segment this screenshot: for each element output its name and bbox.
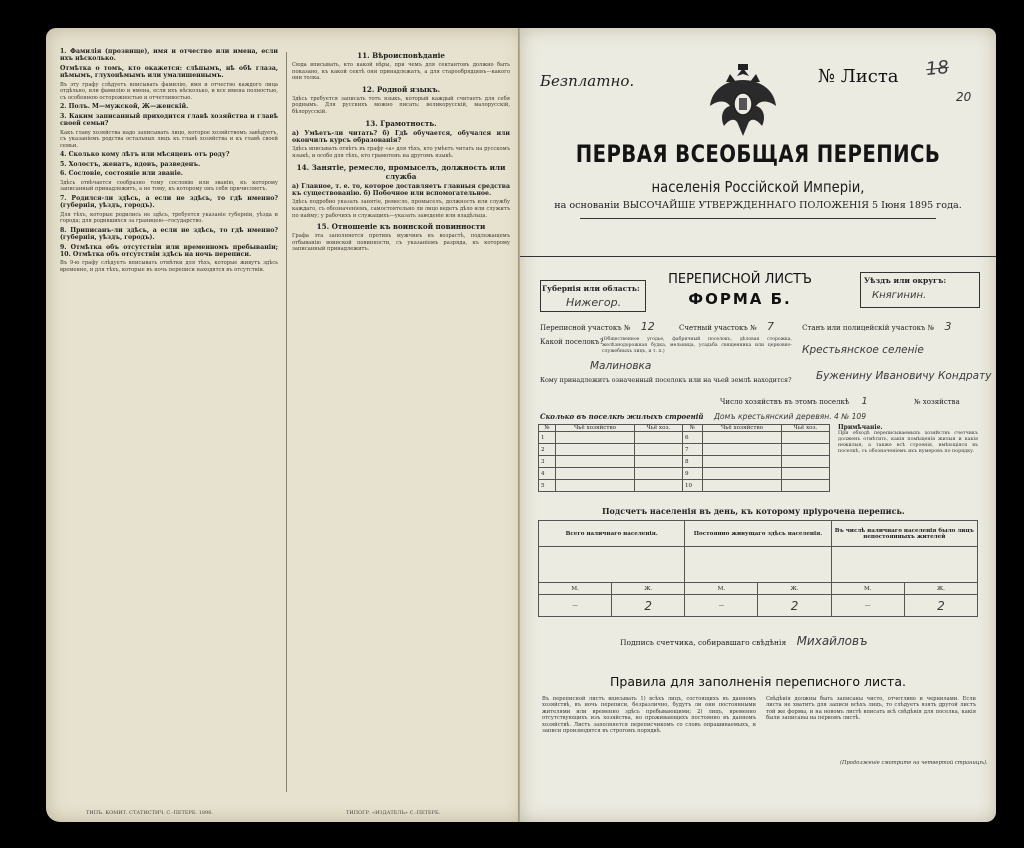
sheet-title: ПЕРЕПИСНОЙ ЛИСТЪ — [668, 272, 812, 287]
paragraph: а) Умѣетъ-ли читать? б) Гдѣ обучается, обучался или окончилъ курсъ образованія? — [292, 129, 510, 144]
rules-left-text: Въ переписной листъ вписывать 1) всѣхъ лицъ, состоящихъ въ данномъ хозяйствѣ, въ ночь переписи, безразлично, будутъ ли они постоянными жителями или временно здѣсь пребывающими; 2) лицъ, временно отсутствующихъ изъ хозяйства, но проживающихъ постоянно въ данномъ хозяйствѣ. Листъ заполняется переписчикомъ со словъ опрашиваемыхъ, и записи производятся въ строгомъ порядкѣ. — [542, 696, 756, 735]
paragraph: 1. Фамилія (прозвище), имя и отчество или имена, если ихъ нѣсколько. — [60, 48, 278, 63]
absent-female: 2 — [904, 595, 977, 617]
sheet-number-label: № Листа — [818, 66, 899, 87]
paragraph: Здѣсь подробно указать занятіе, ремесло, промыселъ, должность или службу каждаго, съ обозначеніемъ, самостоятельно ли лицо ведетъ дѣло или служитъ по найму; у рабочихъ и служащихъ—указать заведеніе или владѣльца. — [292, 199, 510, 219]
census-area-value: 12 — [640, 320, 655, 333]
left-page — [46, 28, 524, 822]
table-head-cell: Чьё хозяйство — [556, 425, 635, 432]
sex-f: Ж. — [612, 583, 685, 595]
column-divider — [286, 52, 287, 792]
form-title: ПЕРВАЯ ВСЕОБЩАЯ ПЕРЕПИСЬ — [575, 140, 941, 168]
population-table: Всего наличнаго населенія. Постоянно живущаго здѣсь населенія. Въ числѣ наличнаго населенія было лицъ непостоянныхъ жителей М. Ж. М. Ж. М. Ж. — 2 — 2 — 2 — [538, 520, 978, 617]
paragraph: Здѣсь вписывать отвѣтъ въ графу «а» для тѣхъ, кто умѣетъ читать на русскомъ языкѣ, и особо для тѣхъ, кто грамотенъ на другомъ языкѣ. — [292, 146, 510, 159]
table-cell: 1 — [539, 432, 556, 444]
present-female: 2 — [612, 595, 685, 617]
table-head-cell: Чьё хоз. — [634, 425, 682, 432]
rules-right-text: Свѣдѣнія должны быть записаны чисто, отчетливо и чернилами. Если листа не хватитъ для записи всѣхъ лицъ, то слѣдуетъ взять другой листъ той же формы, и на новомъ листѣ вписать всѣ свѣдѣнія для поселка, какія были записаны на первомъ листѣ. — [766, 696, 976, 722]
paragraph: Въ 9-ю графу слѣдуетъ вписывать отмѣтки для тѣхъ, которые живутъ здѣсь временно, и для тѣхъ, которые въ ночь переписи находятся въ отсутствіи. — [60, 260, 278, 274]
table-cell: 10 — [682, 480, 702, 492]
sex-m: М. — [685, 583, 758, 595]
table-cell: 8 — [682, 456, 702, 468]
owner-value: Буженину Ивановичу Кондрату — [816, 370, 992, 382]
district-box — [860, 272, 980, 308]
sheet-number-value: 20 — [956, 90, 972, 104]
census-area-label: Переписной участокъ № — [540, 324, 631, 332]
counter-area-label: Счетный участокъ № — [678, 324, 757, 332]
settlement-hint: (Общественное угодье, фабричный поселокъ, дѣловая сторожка, желѣзнодорожная будка, мельница, усадьба священника или церковно-служебныхъ лицъ, и т. п.) — [602, 337, 792, 354]
table-cell: 6 — [682, 432, 702, 444]
settlement-name: Малиновка — [590, 360, 652, 372]
present-title: Всего наличнаго населенія. — [539, 521, 685, 547]
free-label: Безплатно. — [540, 72, 635, 90]
paragraph: 6. Сословіе, состояніе или званіе. — [60, 170, 183, 178]
paragraph: Здѣсь требуется записать тотъ языкъ, который каждый считаетъ для себя роднымъ. Для русскихъ можно писать: великорусскій, малорусскій, бѣлорусскій. — [292, 95, 510, 115]
counter-area-value: 7 — [766, 320, 774, 333]
paragraph: Сюда вписывать, кто какой вѣры, при чемъ для сектантовъ должно быть показано, къ какой сектѣ они принадлежатъ, а для старообрядцевъ—какого они толка. — [292, 62, 510, 82]
imperial-eagle-emblem — [708, 62, 778, 138]
table-head-cell: Чьё хоз. — [781, 425, 829, 432]
paragraph: 7. Родился-ли здѣсь, а если не здѣсь, то гдѣ именно? (губернія, уѣздъ, городъ). — [60, 194, 278, 210]
table-head-cell: Чьё хозяйство — [703, 425, 782, 432]
dwellings-value: Домъ крестьянский деревян. 4 № 109 — [713, 412, 867, 421]
owner-row — [540, 376, 792, 384]
province-box — [540, 280, 646, 312]
permanent-title: Постоянно живущаго здѣсь населенія. — [685, 521, 831, 547]
note-block — [838, 424, 978, 455]
paragraph: Въ эту графу слѣдуетъ вписывать фамилію, имя и отчество каждого лица отдѣльно, или фамилію и имена, если ихъ нѣсколько, и все имена полностью, съ особенною осторожностью и отчетливостью. — [60, 81, 278, 101]
paragraph: 2. Полъ. М—мужской, Ж—женскій. — [60, 103, 189, 111]
households-row — [720, 396, 960, 407]
dwellings-label: Сколько въ поселкѣ жилыхъ строеній — [540, 412, 704, 421]
paragraph: Отмѣтка о томъ, кто окажется: слѣпымъ, нѣ обѣ глаза, нѣмымъ, глухонѣмымъ или умалишеннымъ. — [60, 64, 278, 80]
paragraph: а) Главное, т. е. то, которое доставляетъ главныя средства къ существованію. б) Побочное или вспомогательное. — [292, 182, 510, 197]
printer-footer-left: ТИПЪ. КОМИТ. СТАТИСТИЧ. С.-ПЕТЕРБ. 1896. — [86, 810, 214, 816]
police-area-label: Станъ или полицейскій участокъ № — [802, 324, 935, 332]
census-area-row — [540, 320, 952, 333]
table-head-cell: № — [539, 425, 556, 432]
left-column-2 — [292, 48, 510, 796]
legal-basis: на основаніи ВЫСОЧАЙШЕ УТВЕРЖДЕННАГО ПОЛОЖЕНІЯ 5 Іюня 1895 года. — [554, 200, 962, 211]
permanent-female: 2 — [758, 595, 831, 617]
paragraph: Какъ главу хозяйства надо записывать лицо, которое хозяйствомъ завѣдуетъ, съ указаніемъ родства остальных лицъ къ главѣ хозяйства и къ главѣ своей семьи. — [60, 129, 278, 149]
sex-m: М. — [831, 583, 904, 595]
form-variant: ФОРМА Б. — [688, 290, 792, 308]
settlement-label: Какой поселокъ? — [540, 338, 604, 346]
paragraph: 4. Сколько кому лѣтъ или мѣсяцевъ отъ роду? — [60, 151, 230, 159]
section-heading: 13. Грамотность. — [365, 118, 437, 128]
dwellings-table — [538, 424, 830, 492]
household-no-label: № хозяйства — [913, 398, 960, 406]
settlement-value: Крестьянское селеніе — [802, 344, 924, 356]
table-cell: 9 — [682, 468, 702, 480]
district-value: Княгинин. — [872, 290, 927, 301]
police-area-value: 3 — [944, 320, 952, 333]
right-page — [520, 28, 996, 822]
province-value: Нижегор. — [566, 296, 622, 309]
settlement-row — [540, 338, 603, 346]
sheet-number-crossed: 18 — [924, 56, 950, 81]
owner-label: Кому принадлежитъ означенный поселокъ или на чьей землѣ находится? — [540, 376, 792, 384]
section-heading: 15. Отношеніе къ воинской повинности — [316, 222, 486, 232]
sex-m: М. — [539, 583, 612, 595]
printer-footer-right: ТИПОГР. «ИЗДАТЕЛЬ» С.-ПЕТЕРБ. — [346, 810, 441, 816]
dwellings-row — [540, 412, 866, 421]
paragraph: 3. Каким записанный приходится главѣ хозяйства и главѣ своей семьи? — [60, 112, 278, 128]
absent-title: Въ числѣ наличнаго населенія было лицъ непостоянныхъ жителей — [831, 521, 977, 547]
paragraph: 8. Приписанъ-ли здѣсь, а если не здѣсь, то гдѣ именно? (губернія, уѣздъ, городъ). — [60, 226, 278, 242]
title-rule — [580, 218, 936, 219]
paragraph: Графа эта заполняется противъ мужчинъ въ возрастѣ, подлежащемъ отбыванію воинской повинности, съ указаніемъ разряда, къ которому записанный принадлежитъ. — [292, 233, 510, 253]
section-heading: 11. Вѣроисповѣданіе — [357, 51, 445, 60]
paragraph: 9. Отмѣтка объ отсутствіи или временномъ пребываніи; 10. Отмѣтка объ отсутствіи здѣсь на ночь переписи. — [60, 243, 278, 259]
table-cell: 3 — [539, 456, 556, 468]
table-cell: 7 — [682, 444, 702, 456]
rules-continued: (Продолженіе смотрите на четвертой страницѣ). — [840, 760, 988, 766]
signature-row — [620, 634, 868, 648]
table-cell: 2 — [539, 444, 556, 456]
paragraph: Для тѣхъ, которые родились не здѣсь, требуется указаніе губерніи, уѣзда и города; для родившихся за границею—государство. — [60, 211, 278, 225]
form-subtitle: населенія Россійской Имперіи, — [651, 178, 865, 196]
count-title: Подсчетъ населенія въ день, къ которому пріурочена перепись. — [602, 506, 905, 516]
sex-f: Ж. — [758, 583, 831, 595]
signature-label: Подпись счетчика, собиравшаго свѣдѣнія — [620, 638, 787, 647]
rules-title: Правила для заполненія переписного листа. — [610, 674, 906, 689]
left-column-1 — [60, 48, 278, 796]
signature-value: Михайловъ — [796, 634, 868, 648]
province-label: Губернія или область: — [542, 284, 640, 293]
district-label: Уѣздъ или округъ: — [864, 276, 947, 285]
section-heading: 14. Занятіе, ремесло, промыселъ, должность или служба — [296, 162, 506, 181]
table-cell: 5 — [539, 480, 556, 492]
paragraph: 5. Холостъ, женатъ, вдовъ, разведенъ. — [60, 160, 201, 168]
section-rule — [520, 256, 996, 257]
table-head-cell: № — [682, 425, 702, 432]
paragraph: Здѣсь отвѣчается сообразно тому сословію или званію, къ которому записанный принадлежитъ, а не тому, къ которому онъ себя причисляетъ. — [60, 179, 278, 193]
table-cell: 4 — [539, 468, 556, 480]
section-heading: 12. Родной языкъ. — [361, 84, 441, 94]
sex-f: Ж. — [904, 583, 977, 595]
note-text: При обходѣ переписываемыхъ хозяйствъ счетчикъ долженъ отмѣтить, какія помѣщенія жилыя и какія нежилыя, а также всѣ строенія, имѣющіяся въ поселкѣ, съ обозначеніемъ ихъ нумеровъ по порядку. — [838, 431, 978, 454]
note-title: Примѣчаніе. — [838, 424, 883, 431]
households-value: 1 — [861, 396, 868, 407]
households-label: Число хозяйствъ въ этомъ поселкѣ — [720, 398, 850, 406]
